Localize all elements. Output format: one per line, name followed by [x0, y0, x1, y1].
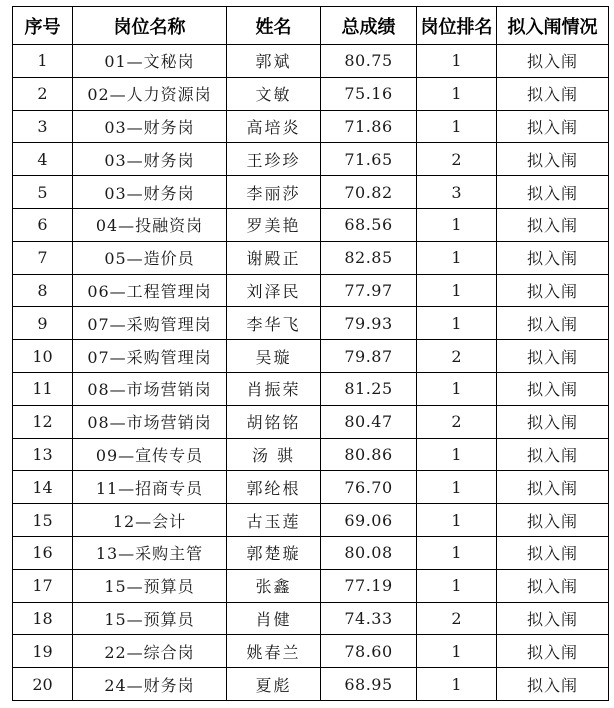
cell-index: 18 — [13, 602, 73, 635]
cell-name: 夏彪 — [227, 668, 321, 701]
cell-total-score: 80.47 — [321, 405, 417, 438]
header-total-score: 总成绩 — [321, 7, 417, 45]
cell-index: 4 — [13, 143, 73, 176]
cell-name: 刘泽民 — [227, 274, 321, 307]
cell-status: 拟入闱 — [497, 110, 609, 143]
cell-position: 04—投融资岗 — [73, 208, 227, 241]
cell-index: 9 — [13, 307, 73, 340]
cell-rank: 1 — [417, 569, 497, 602]
table-row — [13, 569, 609, 602]
cell-position: 01—文秘岗 — [73, 45, 227, 78]
table-row — [13, 438, 609, 471]
results-table — [12, 6, 609, 701]
cell-status: 拟入闱 — [497, 143, 609, 176]
cell-position: 08—市场营销岗 — [73, 405, 227, 438]
cell-status: 拟入闱 — [497, 176, 609, 209]
cell-status: 拟入闱 — [497, 241, 609, 274]
cell-total-score: 79.93 — [321, 307, 417, 340]
cell-status: 拟入闱 — [497, 208, 609, 241]
cell-rank: 3 — [417, 176, 497, 209]
cell-rank: 2 — [417, 405, 497, 438]
cell-total-score: 70.82 — [321, 176, 417, 209]
cell-name: 胡铭铭 — [227, 405, 321, 438]
cell-rank: 1 — [417, 536, 497, 569]
cell-rank: 1 — [417, 110, 497, 143]
table-row — [13, 241, 609, 274]
cell-status: 拟入闱 — [497, 668, 609, 701]
cell-index: 17 — [13, 569, 73, 602]
cell-status: 拟入闱 — [497, 45, 609, 78]
cell-index: 3 — [13, 110, 73, 143]
table-row — [13, 307, 609, 340]
cell-position: 22—综合岗 — [73, 635, 227, 668]
cell-total-score: 78.60 — [321, 635, 417, 668]
table-row — [13, 372, 609, 405]
cell-status: 拟入闱 — [497, 635, 609, 668]
header-name: 姓名 — [227, 7, 321, 45]
cell-position: 06—工程管理岗 — [73, 274, 227, 307]
cell-name: 李华飞 — [227, 307, 321, 340]
cell-position: 15—预算员 — [73, 569, 227, 602]
cell-name: 古玉莲 — [227, 504, 321, 537]
table-row — [13, 77, 609, 110]
cell-rank: 2 — [417, 602, 497, 635]
cell-total-score: 68.95 — [321, 668, 417, 701]
cell-index: 8 — [13, 274, 73, 307]
table-row — [13, 143, 609, 176]
cell-status: 拟入闱 — [497, 274, 609, 307]
cell-rank: 1 — [417, 504, 497, 537]
cell-name: 郭楚璇 — [227, 536, 321, 569]
cell-total-score: 79.87 — [321, 340, 417, 373]
cell-total-score: 80.08 — [321, 536, 417, 569]
cell-status: 拟入闱 — [497, 471, 609, 504]
cell-total-score: 80.86 — [321, 438, 417, 471]
cell-name: 高培炎 — [227, 110, 321, 143]
cell-status: 拟入闱 — [497, 405, 609, 438]
cell-total-score: 69.06 — [321, 504, 417, 537]
cell-index: 11 — [13, 372, 73, 405]
cell-position: 02—人力资源岗 — [73, 77, 227, 110]
header-index: 序号 — [13, 7, 73, 45]
cell-total-score: 80.75 — [321, 45, 417, 78]
table-row — [13, 471, 609, 504]
cell-name: 罗美艳 — [227, 208, 321, 241]
table-row — [13, 208, 609, 241]
cell-status: 拟入闱 — [497, 536, 609, 569]
header-row — [13, 7, 609, 45]
cell-position: 08—市场营销岗 — [73, 372, 227, 405]
cell-rank: 1 — [417, 372, 497, 405]
cell-name: 李丽莎 — [227, 176, 321, 209]
cell-name: 姚春兰 — [227, 635, 321, 668]
table-row — [13, 45, 609, 78]
cell-position: 12—会计 — [73, 504, 227, 537]
cell-rank: 1 — [417, 241, 497, 274]
cell-rank: 1 — [417, 208, 497, 241]
cell-total-score: 71.86 — [321, 110, 417, 143]
table-row — [13, 274, 609, 307]
cell-rank: 1 — [417, 635, 497, 668]
table-row — [13, 504, 609, 537]
table-row — [13, 340, 609, 373]
cell-name: 张鑫 — [227, 569, 321, 602]
table-row — [13, 602, 609, 635]
cell-rank: 1 — [417, 307, 497, 340]
cell-name: 肖振荣 — [227, 372, 321, 405]
cell-name: 吴璇 — [227, 340, 321, 373]
cell-position: 03—财务岗 — [73, 176, 227, 209]
cell-position: 15—预算员 — [73, 602, 227, 635]
cell-index: 5 — [13, 176, 73, 209]
cell-total-score: 77.19 — [321, 569, 417, 602]
cell-name: 郭纶根 — [227, 471, 321, 504]
cell-name: 王珍珍 — [227, 143, 321, 176]
cell-position: 07—采购管理岗 — [73, 307, 227, 340]
cell-status: 拟入闱 — [497, 569, 609, 602]
cell-total-score: 74.33 — [321, 602, 417, 635]
cell-index: 1 — [13, 45, 73, 78]
cell-position: 13—采购主管 — [73, 536, 227, 569]
cell-index: 15 — [13, 504, 73, 537]
cell-status: 拟入闱 — [497, 77, 609, 110]
cell-index: 6 — [13, 208, 73, 241]
table-row — [13, 110, 609, 143]
cell-index: 7 — [13, 241, 73, 274]
cell-total-score: 76.70 — [321, 471, 417, 504]
cell-status: 拟入闱 — [497, 372, 609, 405]
header-position: 岗位名称 — [73, 7, 227, 45]
cell-index: 20 — [13, 668, 73, 701]
cell-status: 拟入闱 — [497, 340, 609, 373]
cell-status: 拟入闱 — [497, 438, 609, 471]
cell-position: 03—财务岗 — [73, 110, 227, 143]
cell-rank: 2 — [417, 340, 497, 373]
cell-status: 拟入闱 — [497, 307, 609, 340]
cell-index: 16 — [13, 536, 73, 569]
cell-position: 09—宣传专员 — [73, 438, 227, 471]
cell-total-score: 68.56 — [321, 208, 417, 241]
table-row — [13, 668, 609, 701]
table-row — [13, 405, 609, 438]
cell-name: 谢殿正 — [227, 241, 321, 274]
cell-position: 05—造价员 — [73, 241, 227, 274]
cell-rank: 2 — [417, 143, 497, 176]
cell-name: 汤 骐 — [227, 438, 321, 471]
cell-index: 10 — [13, 340, 73, 373]
header-rank: 岗位排名 — [417, 7, 497, 45]
table-row — [13, 176, 609, 209]
cell-total-score: 82.85 — [321, 241, 417, 274]
cell-total-score: 81.25 — [321, 372, 417, 405]
cell-status: 拟入闱 — [497, 504, 609, 537]
cell-total-score: 71.65 — [321, 143, 417, 176]
cell-total-score: 75.16 — [321, 77, 417, 110]
cell-position: 24—财务岗 — [73, 668, 227, 701]
cell-name: 肖健 — [227, 602, 321, 635]
cell-position: 07—采购管理岗 — [73, 340, 227, 373]
cell-rank: 1 — [417, 668, 497, 701]
table-row — [13, 536, 609, 569]
cell-total-score: 77.97 — [321, 274, 417, 307]
cell-index: 19 — [13, 635, 73, 668]
cell-index: 2 — [13, 77, 73, 110]
header-status: 拟入闱情况 — [497, 7, 609, 45]
cell-rank: 1 — [417, 274, 497, 307]
cell-index: 12 — [13, 405, 73, 438]
cell-index: 13 — [13, 438, 73, 471]
cell-rank: 1 — [417, 438, 497, 471]
cell-index: 14 — [13, 471, 73, 504]
cell-rank: 1 — [417, 77, 497, 110]
cell-name: 郭斌 — [227, 45, 321, 78]
cell-rank: 1 — [417, 471, 497, 504]
cell-rank: 1 — [417, 45, 497, 78]
table-row — [13, 635, 609, 668]
cell-position: 03—财务岗 — [73, 143, 227, 176]
cell-name: 文敏 — [227, 77, 321, 110]
cell-position: 11—招商专员 — [73, 471, 227, 504]
cell-status: 拟入闱 — [497, 602, 609, 635]
